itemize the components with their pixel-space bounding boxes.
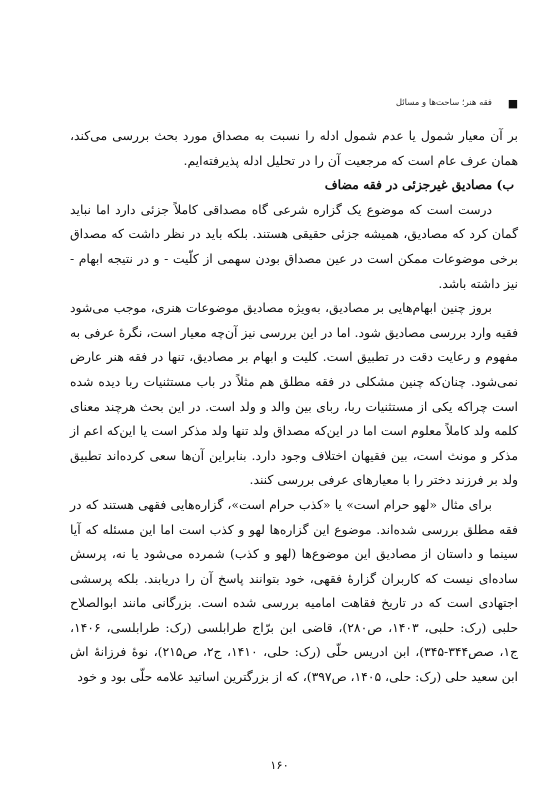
body-text [70,124,518,690]
paragraph-4: برای مثال «لهو حرام است» یا «کذب حرام است»، گزاره‌هایی فقهی هستند که در فقه مطلق بررسی شده‌اند. موضوع این گزاره‌ها لهو و کذب است اما این مسئله که آیا سینما و داستان از مصادیق این موضوع‌ها (لهو و کذب) شمرده می‌شود یا نه، پرسش ساده‌ای نیست که کاربران گزارۀ فقهی، خود بتوانند پاسخ آن را دریابند. بلکه پرسشی اجتهادی است که در تاریخ فقاهت امامیه بررسی شده است. بزرگانی مانند ابوالصلاح حلبی (رک: حلبی، ۱۴۰۳، ص۲۸۰)، قاضی ابن برّاج طرابلسی (رک: طرابلسی، ۱۴۰۶، ج۱، صص۳۴۴-۳۴۵)، ابن ادریس حلّی (رک: حلی، ۱۴۱۰، ج۲، ص۲۱۵)، نوۀ فرزانۀ اش ابن سعید حلی (رک: حلی، ۱۴۰۵، ص۳۹۷)، که از بزرگترین اساتید علامه حلّی بود و خود [70,496,519,685]
running-head-marker: ■ [507,97,519,110]
paragraph-3: بروز چنین ابهام‌هایی بر مصادیق، به‌ویژه مصادیق موضوعات هنری، موجب می‌شود فقیه وارد بررسی مصادیق شود. اما در این بررسی نیز آن‌چه معیار است، نگرۀ عرفی به مفهوم و رعایت دقت در تطبیق است. کلیت و ابهام بر مصادیق، تنها در فقه هنر عارض نمی‌شود. چنان‌که چنین مشکلی در فقه مطلق هم مثلاً در باب مستثنیات ربا دیده شده است چراکه یکی از مستثنیات ربا، ربای بین والد و ولد است. در این بحث هرچند معنای کلمه ولد کاملاً معلوم است اما در این‌که مصداق ولد تنها ولد مذکر است یا این‌که اعم از مذکر و مونث است، بین فقیهان اختلاف وجود دارد. بنابراین آن‌ها سعی کرده‌اند تطبیق ولد بر فرزند دختر را با معیارهای عرفی بررسی کنند. [70,300,518,488]
paragraph-1: بر آن معیار شمول یا عدم شمول ادله را نسبت به مصداق مورد بحث بررسی می‌کند، همان عرف عام است که مرجعیت آن را در تحلیل ادله پذیرفته‌ایم. [70,128,518,168]
page-number: ۱۶۰ [270,758,289,772]
paragraph-2: درست است که موضوع یک گزاره شرعی گاه مصداقی کاملاً جزئی دارد اما نباید گمان کرد که مصادیق، همیشه جزئی حقیقی هستند. بلکه باید در نظر داشت که مصداق برخی موضوعات ممکن است در عین مصداق بودن سهمی از کلّیت - و در نتیجه ابهام - نیز داشته باشد. [70,201,518,291]
running-head-title: فقه هنر؛ ساحت‌ها و مسائل [395,98,492,108]
section-heading: ب) مصادیق غیرجزئی در فقه مضاف [324,177,514,193]
